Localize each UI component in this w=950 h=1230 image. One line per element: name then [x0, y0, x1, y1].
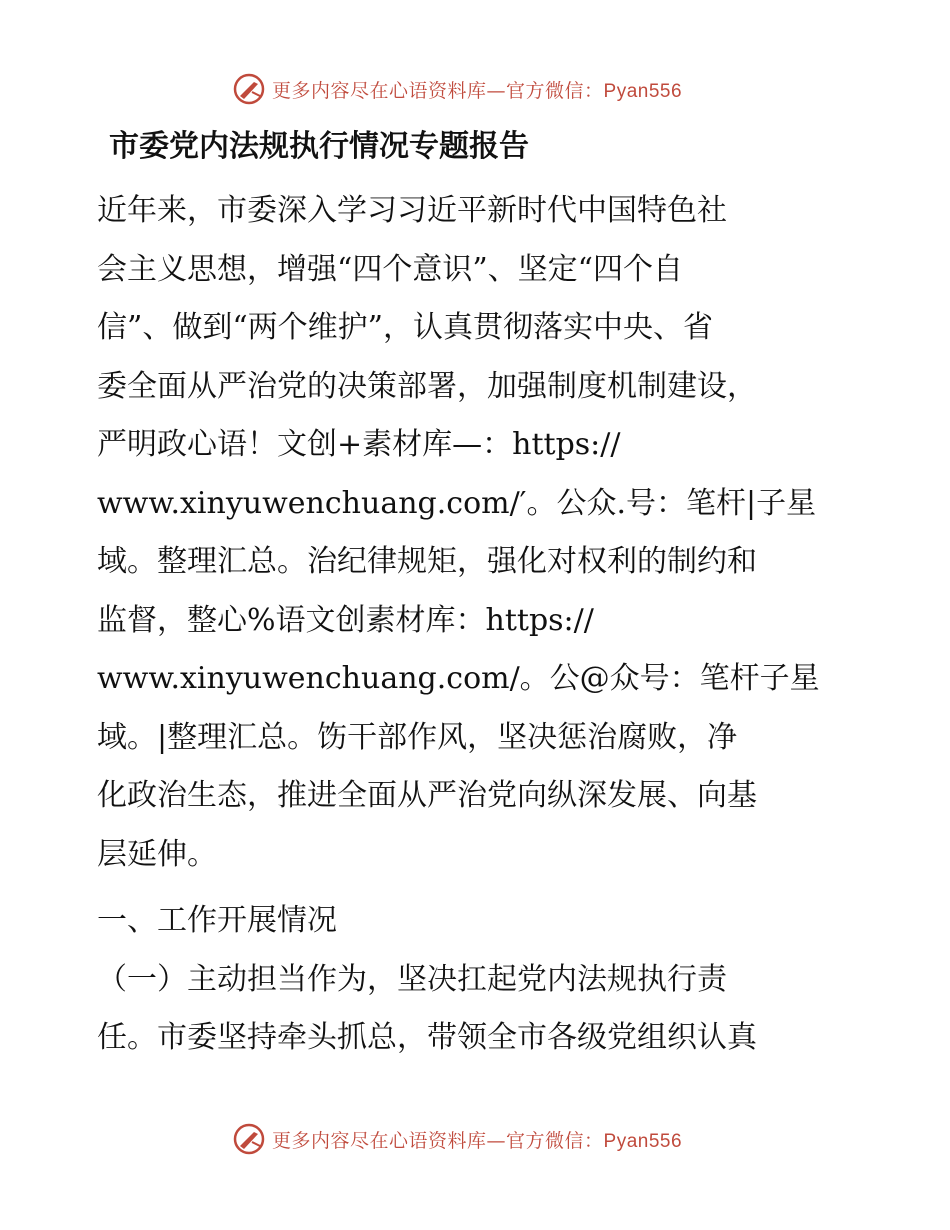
watermark-id: Pyan556 — [603, 81, 683, 102]
text-line: 信”、做到“两个维护”，认真贯彻落实中央、省 — [97, 310, 714, 345]
intro-paragraph — [97, 182, 857, 884]
watermark-banner-bottom — [0, 1120, 950, 1160]
sub-section-paragraph — [97, 951, 857, 1068]
document-title: 市委党内法规执行情况专题报告 — [109, 129, 529, 164]
section-heading-text: 一、工作开展情况 — [97, 903, 337, 938]
text-line: 域。整理汇总。治纪律规矩，强化对权利的制约和 — [97, 544, 757, 579]
text-line: www.xinyuwenchuang.com/′。公众.号：笔杆|子星 — [97, 485, 817, 521]
text-line: 层延伸。 — [97, 836, 217, 872]
text-line: 严明政心语！文创+素材库—：https:// — [97, 427, 621, 462]
text-line: 委全面从严治党的决策部署，加强制度机制建设， — [97, 368, 757, 404]
text-line: （一）主动担当作为，坚决扛起党内法规执行责 — [97, 961, 727, 997]
text-line: 近年来，市委深入学习习近平新时代中国特色社 — [97, 193, 727, 228]
text-line: 监督，整心%语文创素材库：https:// — [97, 602, 594, 638]
pen-logo-icon — [232, 72, 266, 106]
watermark-text: 更多内容尽在心语资料库—官方微信：Pyan556 — [272, 1130, 683, 1152]
text-line: 化政治生态，推进全面从严治党向纵深发展、向基 — [97, 778, 757, 813]
text-line: 任。市委坚持牵头抓总，带领全市各级党组织认真 — [97, 1020, 757, 1055]
document-body — [97, 118, 857, 1068]
text-line: www.xinyuwenchuang.com/。公@众号：笔杆子星 — [97, 661, 820, 696]
section-heading — [97, 892, 857, 951]
watermark-banner-top — [0, 70, 950, 110]
text-line: 会主义思想，增强“四个意识”、坚定“四个自 — [97, 251, 684, 287]
pen-logo-icon — [232, 1122, 266, 1156]
watermark-text: 更多内容尽在心语资料库—官方微信：Pyan556 — [272, 80, 683, 102]
watermark-id: Pyan556 — [603, 1131, 683, 1152]
text-line: 域。|整理汇总。饬干部作风，坚决惩治腐败，净 — [97, 719, 738, 755]
